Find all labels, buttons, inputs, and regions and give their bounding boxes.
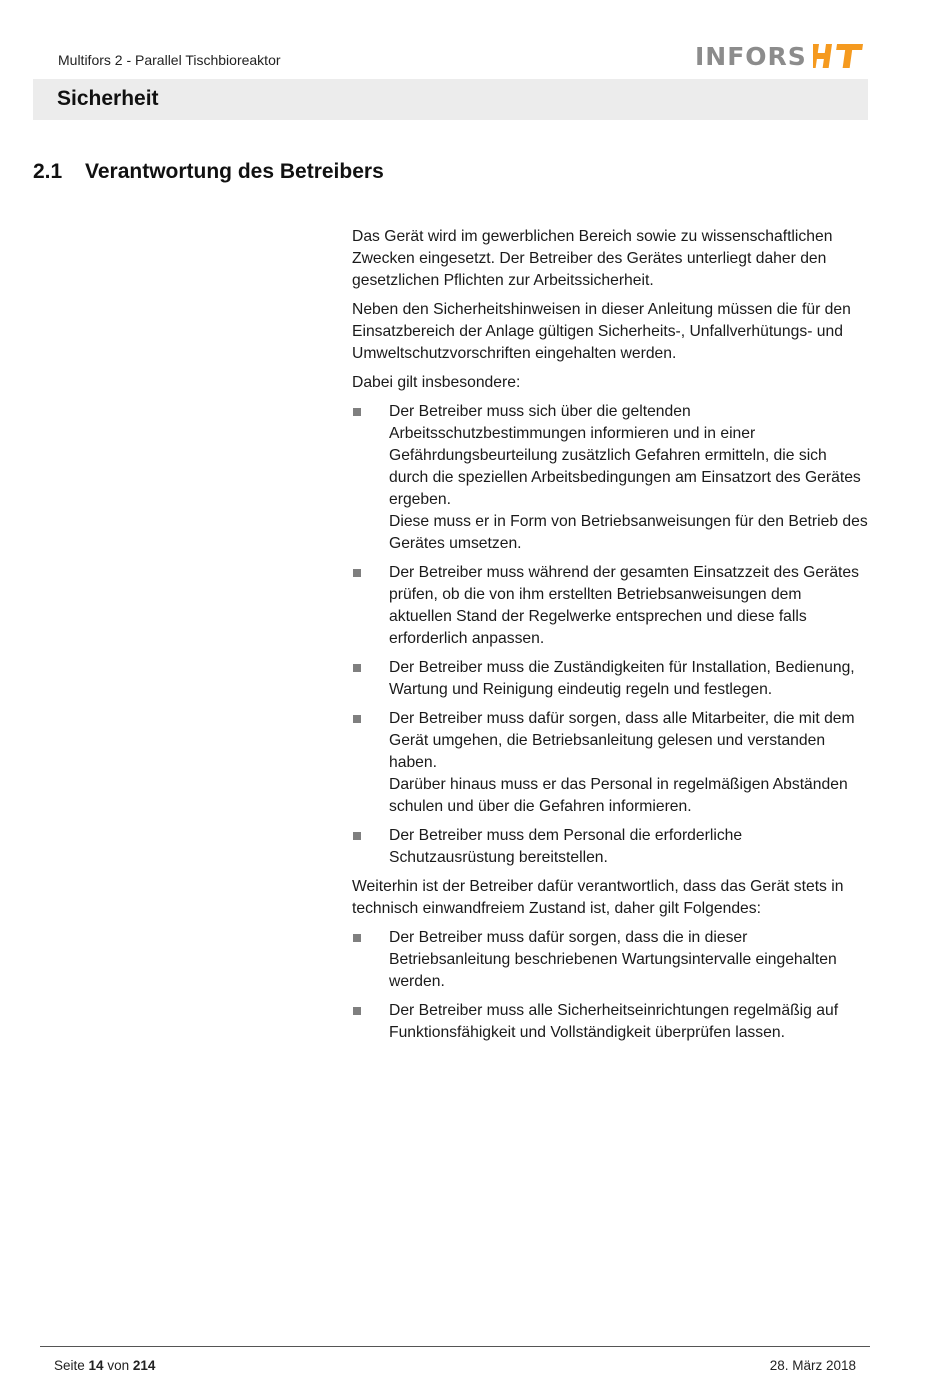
- list-item-text: Der Betreiber muss sich über die geltenden Arbeitsschutzbestimmungen informieren und in einer Gefährdungsbeurteilung zusätzlich Gefahren ermitteln, die sich durch die speziellen Arbeitsbedingungen am Einsatzort des Gerätes ergeben.: [389, 403, 861, 508]
- list-item: [352, 657, 868, 701]
- document-title: Multifors 2 - Parallel Tischbioreaktor: [58, 52, 281, 68]
- footer-divider: [40, 1346, 870, 1347]
- paragraph: Dabei gilt insbesondere:: [352, 374, 521, 391]
- list-item: [352, 1000, 868, 1044]
- body-content: [352, 226, 868, 1051]
- list-item-text: Der Betreiber muss dem Personal die erforderliche Schutzausrüstung bereitstellen.: [389, 827, 743, 866]
- page-number: [54, 1358, 155, 1373]
- list-item-text: Darüber hinaus muss er das Personal in regelmäßigen Abständen schulen und über die Gefahren informieren.: [389, 776, 848, 815]
- chapter-heading: [33, 160, 384, 184]
- list-item-text: Der Betreiber muss die Zuständigkeiten für Installation, Bedienung, Wartung und Reinigung eindeutig regeln und festlegen.: [389, 659, 855, 698]
- list-item: [352, 562, 868, 650]
- paragraph: Das Gerät wird im gewerblichen Bereich sowie zu wissenschaftlichen Zwecken eingesetzt. Der Betreiber des Gerätes unterliegt daher den gesetzlichen Pflichten zur Arbeitssicherheit.: [352, 228, 833, 289]
- square-bullet-icon: [353, 832, 361, 840]
- section-title: Sicherheit: [57, 87, 159, 110]
- square-bullet-icon: [353, 569, 361, 577]
- list-item: [352, 927, 868, 993]
- section-header-bar: [33, 79, 868, 120]
- chapter-number: 2.1: [33, 160, 63, 183]
- list-item-text: Der Betreiber muss dafür sorgen, dass die in dieser Betriebsanleitung beschriebenen Wartungsintervalle eingehalten werden.: [389, 929, 837, 990]
- bullet-list: [352, 401, 868, 869]
- list-item: [352, 825, 868, 869]
- square-bullet-icon: [353, 934, 361, 942]
- page-current: 14: [88, 1358, 104, 1373]
- square-bullet-icon: [353, 715, 361, 723]
- logo-text: INFORS: [695, 41, 807, 71]
- list-item: [352, 708, 868, 818]
- ht-logo-icon: [813, 44, 863, 68]
- list-item-text: Der Betreiber muss alle Sicherheitseinrichtungen regelmäßig auf Funktionsfähigkeit und Vollständigkeit überprüfen lassen.: [389, 1002, 839, 1041]
- list-item-text: Der Betreiber muss während der gesamten Einsatzzeit des Gerätes prüfen, ob die von ihm erstellten Betriebsanweisungen dem aktuellen Stand der Regelwerke entsprechen und diese falls erforderlich anpassen.: [389, 564, 859, 647]
- square-bullet-icon: [353, 664, 361, 672]
- paragraph: Neben den Sicherheitshinweisen in dieser Anleitung müssen die für den Einsatzbereich der Anlage gültigen Sicherheits-, Unfallverhütungs- und Umweltschutzvorschriften eingehalten werden.: [352, 301, 851, 362]
- list-item-text: Diese muss er in Form von Betriebsanweisungen für den Betrieb des Gerätes umsetzen.: [389, 513, 868, 552]
- square-bullet-icon: [353, 1007, 361, 1015]
- list-item: [352, 401, 868, 555]
- square-bullet-icon: [353, 408, 361, 416]
- chapter-title: Verantwortung des Betreibers: [85, 160, 384, 183]
- page-prefix: Seite: [54, 1358, 85, 1373]
- paragraph: Weiterhin ist der Betreiber dafür verantwortlich, dass das Gerät stets in technisch einwandfreiem Zustand ist, daher gilt Folgendes:: [352, 878, 844, 917]
- bullet-list: [352, 927, 868, 1044]
- page-separator: von: [107, 1358, 130, 1373]
- footer-date: 28. März 2018: [769, 1358, 856, 1373]
- page-total: 214: [132, 1358, 156, 1373]
- list-item-text: Der Betreiber muss dafür sorgen, dass alle Mitarbeiter, die mit dem Gerät umgehen, die Betriebsanleitung gelesen und verstanden haben.: [389, 710, 855, 771]
- infors-ht-logo: [695, 42, 863, 70]
